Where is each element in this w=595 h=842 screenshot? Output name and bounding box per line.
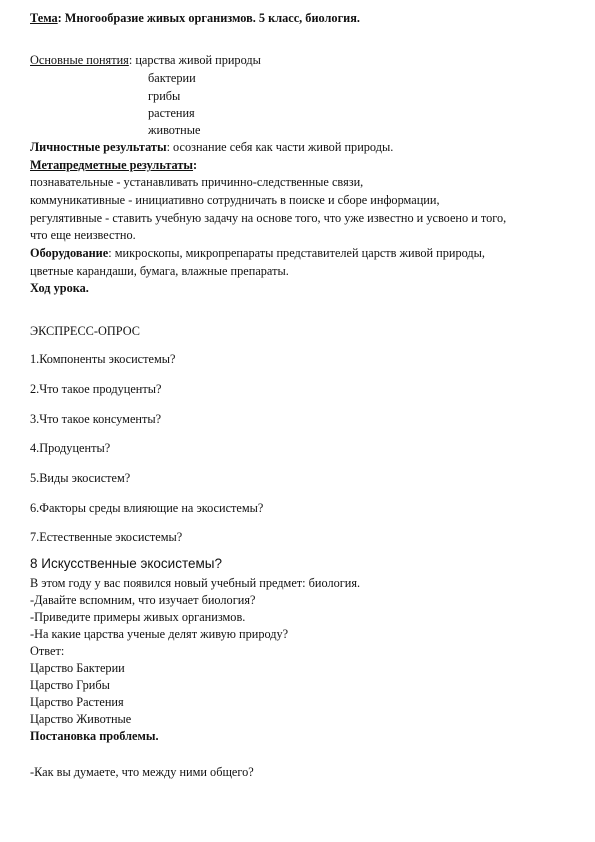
personal-results-label: Личностные результаты xyxy=(30,140,167,154)
meta-results-line: коммуникативные - инициативно сотрудничать в поиске и сборе информации, xyxy=(30,193,440,207)
quiz-question: 5.Виды экосистем? xyxy=(30,471,131,485)
quiz-question: 4.Продуценты? xyxy=(30,441,111,455)
topic-value: : Многообразие живых организмов. 5 класс, биология. xyxy=(57,11,360,25)
meta-results-line: регулятивные - ставить учебную задачу на основе того, что уже известно и усвоено и того, xyxy=(30,211,507,225)
kingdom-item: Царство Бактерии xyxy=(30,661,125,675)
concepts-line xyxy=(30,52,261,68)
topic-line xyxy=(30,10,360,26)
quiz-question: 6.Факторы среды влияющие на экосистемы? xyxy=(30,501,264,515)
concepts-first: : царства живой природы xyxy=(128,53,261,67)
body-line: -На какие царства ученые делят живую природу? xyxy=(30,627,289,641)
body-line: В этом году у вас появился новый учебный предмет: биология. xyxy=(30,576,361,590)
meta-results-line: что еще неизвестно. xyxy=(30,228,136,242)
body-line: -Приведите примеры живых организмов. xyxy=(30,610,246,624)
kingdom-item: Царство Грибы xyxy=(30,678,110,692)
concept-item: растения xyxy=(148,106,195,120)
concept-item: бактерии xyxy=(148,71,196,85)
lesson-title: Ход урока. xyxy=(30,281,89,295)
personal-results-line xyxy=(30,139,393,155)
final-question: -Как вы думаете, что между ними общего? xyxy=(30,765,254,779)
quiz-question: 1.Компоненты экосистемы? xyxy=(30,352,176,366)
equipment-label: Оборудование xyxy=(30,246,109,260)
equipment-value: : микроскопы, микропрепараты представителей царств живой природы, xyxy=(108,246,486,260)
kingdom-item: Царство Животные xyxy=(30,712,132,726)
kingdom-item: Царство Растения xyxy=(30,695,124,709)
body-line: -Давайте вспомним, что изучает биология? xyxy=(30,593,256,607)
meta-results-label: Метапредметные результаты xyxy=(30,158,194,172)
concept-item: грибы xyxy=(148,89,181,103)
meta-results-colon: : xyxy=(193,158,198,172)
concept-item: животные xyxy=(148,123,201,137)
equipment-line-2: цветные карандаши, бумага, влажные препараты. xyxy=(30,264,289,278)
quiz-question-8: 8 Искусственные экосистемы? xyxy=(30,556,222,571)
quiz-question: 3.Что такое консументы? xyxy=(30,412,162,426)
quiz-question: 7.Естественные экосистемы? xyxy=(30,530,183,544)
personal-results-value: : осознание себя как части живой природы. xyxy=(166,140,394,154)
problem-title: Постановка проблемы. xyxy=(30,729,159,743)
quiz-title: ЭКСПРЕСС-ОПРОС xyxy=(30,324,140,338)
concepts-label: Основные понятия xyxy=(30,53,129,67)
topic-label: Тема xyxy=(30,11,58,25)
meta-results-heading xyxy=(30,157,197,173)
quiz-question: 2.Что такое продуценты? xyxy=(30,382,162,396)
body-line: Ответ: xyxy=(30,644,65,658)
equipment-line xyxy=(30,245,485,261)
meta-results-line: познавательные - устанавливать причинно-следственные связи, xyxy=(30,175,364,189)
